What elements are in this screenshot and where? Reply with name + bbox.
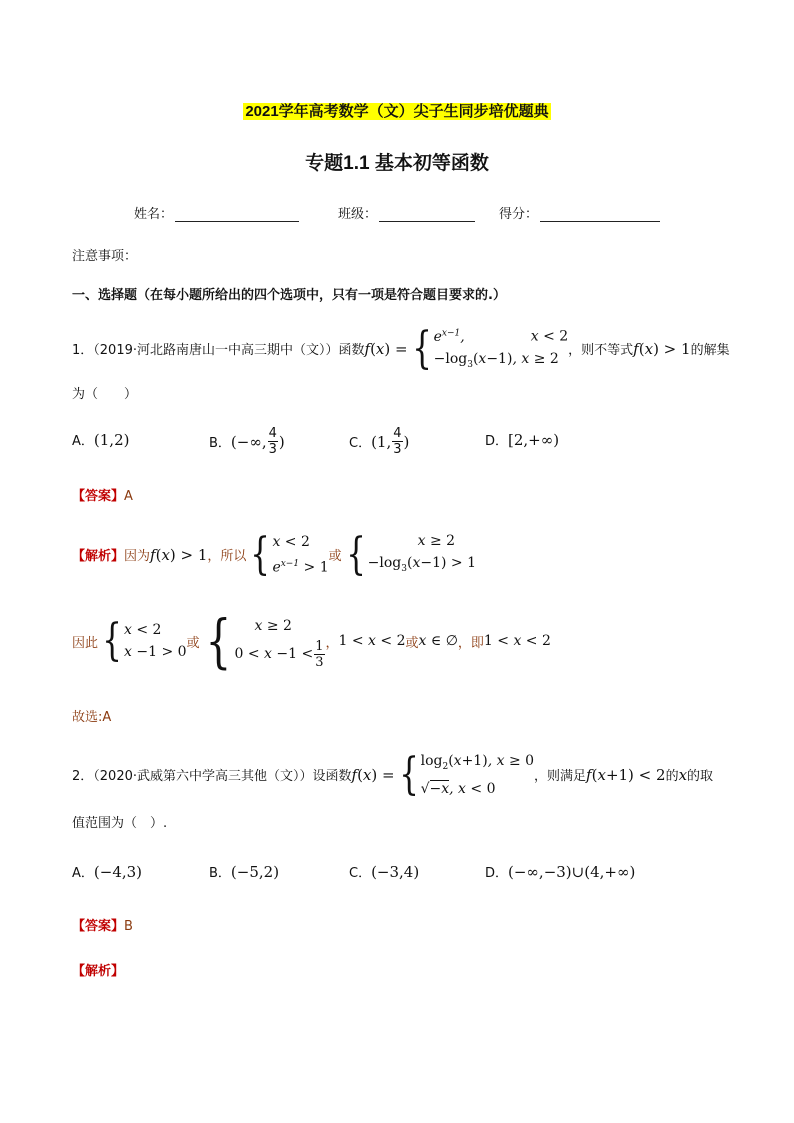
q2-option-d[interactable]: D． (−∞,−3)∪(4,+∞) xyxy=(485,862,636,881)
q1-therefore: 因此 { x < 2 x −1 > 0 或 { x ≥ 2 0 < x −1 < $\frac{1}{3}$ ， 1 < x < 2 或 x ∈ ∅ ，即 1 < x < 2 xyxy=(72,607,551,675)
page-title: 专题1.1 基本初等函数 xyxy=(305,153,489,174)
brace-icon: { xyxy=(398,748,419,800)
brace-icon: { xyxy=(411,322,432,374)
header-banner xyxy=(0,100,794,121)
q2-options xyxy=(72,862,722,892)
q2-option-a[interactable]: A． (−4,3) xyxy=(72,862,143,881)
q1-option-a[interactable]: A． (1,2) xyxy=(72,430,130,449)
q2-answer: 【答案】B xyxy=(72,919,133,934)
name-field[interactable] xyxy=(134,203,299,222)
banner-text: 2021学年高考数学（文）尖子生同步培优题典 xyxy=(245,103,549,120)
name-label: 姓名： xyxy=(134,207,174,222)
class-line[interactable] xyxy=(379,207,475,222)
class-field[interactable] xyxy=(338,203,475,222)
q1-suffix: 的解集 xyxy=(690,343,730,359)
q1-options xyxy=(72,426,722,466)
brace-icon: { xyxy=(345,528,366,580)
q2-middle2: 的 xyxy=(665,769,679,785)
q1-line2: 为（ ） xyxy=(72,387,138,402)
q2-prefix: 2．（2020·武威第六中学高三其他（文））设函数 xyxy=(72,769,352,785)
brace-icon: { xyxy=(250,528,271,580)
brace-icon: { xyxy=(205,607,231,675)
q1-option-d[interactable]: D． [2,+∞) xyxy=(485,430,560,449)
score-label: 得分： xyxy=(499,207,539,222)
q1-analysis: 【解析】 因为 f(x) > 1 ，所以 { x < 2 $e^{x-1} > 1$ 或 { x ≥ 2 $-\log_3(x-1) > 1$ xyxy=(72,528,476,580)
q2-option-c[interactable]: C． (−3,4) xyxy=(349,862,420,881)
q1-option-c[interactable]: C． (1, $\frac{4}{3}$ ) xyxy=(349,426,410,457)
name-line[interactable] xyxy=(175,207,299,222)
q1-middle: ，则不等式 xyxy=(568,343,634,359)
q1-option-b[interactable]: B． (−∞, $\frac{4}{3}$ ) xyxy=(209,426,285,457)
q2-analysis: 【解析】 xyxy=(72,964,125,979)
q1-answer: 【答案】A xyxy=(72,489,133,504)
question-2: 2．（2020·武威第六中学高三其他（文））设函数 f(x) = { $\log_2(x+1)$, x ≥ 0 √−x, x < 0 ，则满足 f(x+1) < 2 的 x 的取 xyxy=(72,748,714,800)
class-label: 班级： xyxy=(338,207,378,222)
question-1: 1．（2019·河北路南唐山一中高三期中（文））函数 f(x) = { $e^{x-1}$, x < 2 $-\log_3(x-1)$, x ≥ 2 ，则不等式 f(x) > 1 的解集 xyxy=(72,322,730,374)
section-heading: 一、选择题（在每小题所给出的四个选项中，只有一项是符合题目要求的.） xyxy=(72,288,506,303)
score-field[interactable] xyxy=(499,203,660,222)
q2-middle: ，则满足 xyxy=(534,769,587,785)
brace-icon: { xyxy=(102,615,122,666)
q1-prefix: 1．（2019·河北路南唐山一中高三期中（文））函数 xyxy=(72,343,365,359)
notice: 注意事项： xyxy=(72,249,138,264)
score-line[interactable] xyxy=(540,207,660,222)
q2-line2: 值范围为（ ）. xyxy=(72,816,168,831)
q1-final: 故选:A xyxy=(72,710,112,725)
q2-option-b[interactable]: B． (−5,2) xyxy=(209,862,280,881)
q1-cases: $e^{x-1}$, x < 2 $-\log_3(x-1)$, x ≥ 2 xyxy=(433,328,569,370)
q2-suffix: 的取 xyxy=(687,769,714,785)
q1-fx: f(x) = xyxy=(364,339,408,358)
